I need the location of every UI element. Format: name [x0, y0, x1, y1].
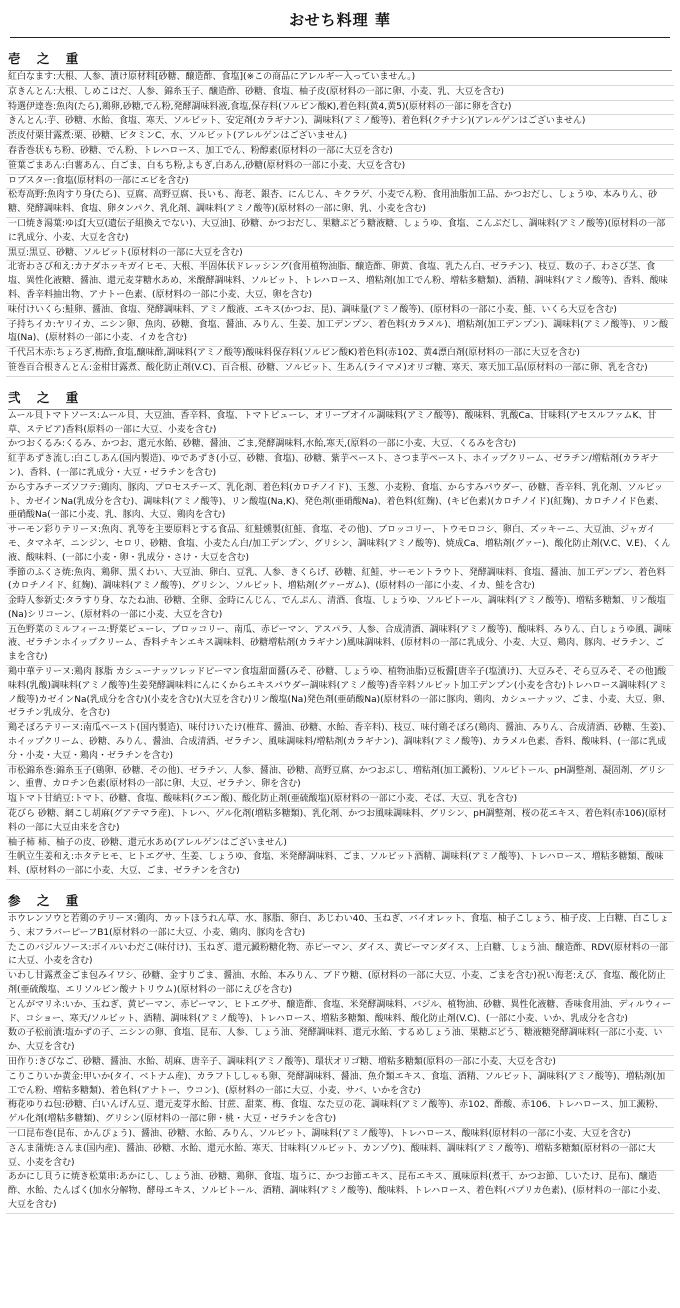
ingredient-item: サーモン彩りテリーヌ:魚肉、乳等を主要原料とする食品、紅鮭燻製(紅鮭、食塩、その他)、ブロッコリー、トウモロコシ、卵白、ズッキーニ、大豆油、ジャガイモ、タマネギ、ニンジン、セロリ、砂糖、食塩、小麦たん白/加工デンプン、グリシン、調味料(アミノ酸等)、焼成Ca、増粘剤(グァー)、酸化防止剤(V.C、V.E)、くん液、酸味料、(一部に小麦・卵・乳成分・さけ・大豆を含む) [6, 524, 674, 566]
ingredient-item: 北寄わさび和え:カナダホッキガイヒモ、大根、半固体状ドレッシング(食用植物油脂、醸造酢、卵黄、食塩、乳たん白、ゼラチン)、枝豆、数の子、わさび茎、食塩、異性化液糖、醤油、還元麦芽糖水あめ、米醗酵調味料、ソルビット、トレハロース、増粘剤(加工でん粉、増粘多糖類)、酒精、調味料(アミノ酸等)、香料、酸味料、香辛料抽出物、アナトー色素、(原材料の一部に小麦、大豆、卵を含む) [6, 261, 674, 303]
ingredient-item: ロブスター:食塩(原材料の一部にエビを含む) [6, 175, 674, 190]
ingredient-item: 梅花ゆりね包:砂糖、白いんげん豆、還元麦芽水飴、甘蔗、甜菜、梅、食塩、なた豆の花、調味料(アミノ酸等)、赤102、酢酸、赤106、トレハロース、加工澱粉、ゲル化剤(増粘多糖類)、グリシン(原材料の一部に卵・桃・大豆・ゼラチンを含む) [6, 1099, 674, 1128]
ingredient-item: こりこりいか黄金:甲いか(タイ、ベトナム産)、カラフトししゃも卵、発酵調味料、醤油、魚介類エキス、食塩、酒精、ソルビット、調味料(アミノ酸等)、増粘剤(加工でん粉、増粘多糖類)、着色料(アナトー、ウコン)、(原材料の一部に大豆、小麦、サバ、いかを含む) [6, 1071, 674, 1100]
ingredient-item: 鶏中華テリーヌ:鶏肉 豚脂 カシューナッツレッドピーマン食塩甜面醤(みそ、砂糖、しょうゆ、植物油脂)豆板醤[唐辛子(塩漬け)、大豆みそ、そら豆みそ、その他]酸味料(乳酸)調味料(アミノ酸等)生姜発酵調味料にんにくからエキスパウダー調味料(アミノ酸等)香辛料ソルビット加工デンプン(小麦を含む)トレハロース調味料(アミノ酸等)カゼインNa(乳成分を含む)(小麦を含む)(大豆を含む)リン酸塩(Na)発色剤(亜硝酸Na)(原材料の一部に豚肉、鶏肉、カシューナッツ、ごま、小麦、大豆、卵、ゼラチン乳成分、を含む) [6, 666, 674, 722]
sections [6, 47, 674, 1214]
ingredient-item: 市松錦糸巻:錦糸玉子(鶏卵、砂糖、その他)、ゼラチン、人参、醤油、砂糖、高野豆腐、かつおぶし、増粘剤(加工澱粉)、ソルビトール、pH調整剤、凝固剤、グリシン、重曹、カロチン色素(原材料の一部に卵、大豆、ゼラチン、卵を含む) [6, 765, 674, 794]
ingredient-item: 黒豆:黒豆、砂糖、ソルビット(原材料の一部に大豆を含む) [6, 247, 674, 262]
ingredient-item: 紅白なます:大根、人参、漬け原材料[砂糖、醸造酢、食塩](※この商品にアレルギー入っていません。) [6, 71, 674, 86]
ingredient-item: 子持ちイカ:ヤリイカ、ニシン卵、魚肉、砂糖、食塩、醤油、みりん、生姜、加工デンプン、着色料(カラメル)、増粘剤(加工デンプン)、調味料(アミノ酸等)、リン酸塩(Na)、(原材料の一部に小麦、イカを含む) [6, 319, 674, 348]
ingredient-item: 鶏そぼろテリーヌ:南瓜ペースト(国内製造)、味付けいたけ(椎茸、醤油、砂糖、水飴、香辛料)、枝豆、味付鶏そぼろ(鶏肉、醤油、みりん、合成清酒、砂糖、生姜)、ホイップクリーム、砂糖、みりん、醤油、合成清酒、ゼラチン、風味調味料/増粘剤(カラギナン)、調味料(アミノ酸等)、カラメル色素、香料、酸味料、(一部に乳成分・小麦・大豆・鶏肉・ゼラチンを含む) [6, 722, 674, 764]
ingredient-item: 塩トマト甘納豆:トマト、砂糖、食塩、酸味料(クエン酸)、酸化防止剤(亜硫酸塩)(原材料の一部に小麦、そば、大豆、乳を含む) [6, 793, 674, 808]
ingredient-item: 数の子松前漬:塩かずの子、ニシンの卵、食塩、昆布、人参、しょう油、発酵調味料、還元水飴、するめしょう油、果糖ぶどう、糖液糖発酵調味料(一部に小麦、いか、大豆を含む) [6, 1027, 674, 1056]
ingredient-item: 京きんとん:大根、しめこはだ、人参、錦糸玉子、醸造酢、砂糖、食塩、柚子皮(原材料の一部に卵、小麦、乳、大豆を含む) [6, 86, 674, 101]
ingredient-item: 松寿高野:魚肉すり身(たら)、豆腐、高野豆腐、長いも、海老、銀杏、にんじん、キクラゲ、小麦でん粉、食用油脂加工品、かつおだし、しょうゆ、本みりん、砂糖、発酵調味料、食塩、卵タンパク、乳化剤、調味料(アミノ酸等)(原材料の一部に卵、乳、小麦を含む) [6, 189, 674, 218]
ingredient-item: ムール貝トマトソース:ムール貝、大豆油、香辛料、食塩、トマトピューレ、オリーブオイル調味料(アミノ酸等)、酸味料、乳酸Ca、甘味料(アセスルファムK、甘草、ステビア)香料(原料の一部に大豆、小麦を含む) [6, 410, 674, 439]
ingredient-item: 一口焼き湯葉:ゆば[大豆(遺伝子組換えでない)、大豆油]、砂糖、かつおだし、果糖ぶどう糖液糖、しょうゆ、食塩、こんぶだし、調味料(アミノ酸等)(原材料の一部に乳成分、小麦、大豆を含む) [6, 218, 674, 247]
ingredient-item: からすみチーズソフテ:鶏肉、豚肉、プロセスチーズ、乳化剤、着色料(カロチノイド)、玉葱、小麦粉、食塩、からすみパウダー、砂糖、香辛料、乳化剤、ソルビット、カゼインNa(乳成分を含む)、調味料(アミノ酸等)、リン酸塩(Na,K)、発色剤(亜硝酸Na)、着色料(紅麹)、(キビ色素)(カロチノイド)(紅麹)、カロチノイド色素、亜硝酸Na(一部に小麦、乳、豚肉、大豆、鶏肉を含む) [6, 482, 674, 524]
tier-section [6, 889, 674, 1214]
ingredient-item: たこのバジルソース:ボイルいわだこ(味付け)、玉ねぎ、還元澱粉糖化物、赤ピーマン、ダイス、黄ピーマンダイス、上白糖、しょう油、醸造酢、RDV(原材料の一部に大豆、小麦を含む) [6, 942, 674, 971]
ingredient-item: 笹巻百合根きんとん:金柑甘露煮、酸化防止剤(V.C)、百合根、砂糖、ソルビット、生あん(ライマメ)オリゴ糖、寒天、寒天加工品(原材料の一部に卵、乳を含む) [6, 362, 674, 377]
ingredient-item: あかにし貝うに焼き松葉串:あかにし、しょう油、砂糖、鶏卵、食塩、塩うに、かつお節エキス、昆布エキス、風味原料(煮干、かつお節、しいたけ、昆布)、醸造酢、水飴、たんぱく(加水分解物、酵母エキス、ソルビトール、酒精、調味料(アミノ酸等)、酸味料、トレハロース、着色料(パプリカ色素)、(原材料の一部に小麦、大豆を含む) [6, 1171, 674, 1213]
ingredient-item: とんがマリネ:いか、玉ねぎ、黄ピーマン、赤ピーマン、ヒトエグサ、醸造酢、食塩、米発酵調味料、バジル、植物油、砂糖、異性化液糖、香味食用油、ディルウィード、コショー、寒天/ソルビット、酒精、調味料(アミノ酸等)、トレハロース、増粘多糖類、酸味料、酸化防止剤(V.C)、(一部に小麦、いか、乳成分を含む) [6, 999, 674, 1028]
ingredient-item: 柚子柿 柿、柚子の皮、砂糖、還元水あめ(アレルゲンはございません) [6, 837, 674, 852]
ingredient-item: 笹葉ごまあん:白薯あん、白ごま、白もち粉,よもぎ,白あん,砂糖(原材料の一部に小麦、大豆を含む) [6, 160, 674, 175]
ingredient-item: 一口昆布巻(昆布、かんぴょう)、醤油、砂糖、水飴、みりん、ソルビット、調味料(アミノ酸等)、トレハロース、酸味料(原材料の一部に小麦、大豆を含む) [6, 1128, 674, 1143]
ingredient-item: 季節のふくさ焼:魚肉、鶏卵、黒くわい、大豆油、卵白、豆乳、人参、きくらげ、砂糖、紅鮭、サーモントラウト、発酵調味料、食塩、醤油、加工デンプン、着色料(カロチノイド、紅麹)、調味料(アミノ酸等)、グリシン、ソルビット、増粘剤(グァーガム)、(原材料の一部に小麦、イカ、鮭を含む) [6, 567, 674, 596]
ingredient-item: 五色野菜のミルフィーユ:野菜ピューレ、ブロッコリー、南瓜、赤ピーマン、アスパラ、人参、合成清酒、調味料(アミノ酸等)、酸味料、みりん、白しょうゆ風、調味液、ゼラチンホイップクリーム、香料チキンエキス調味料、砂糖増粘剤(カラギナン)風味調味料、(原材料の一部に乳成分、小麦、大豆、鶏肉、豚肉、ゼラチン、ごまを含む) [6, 624, 674, 666]
ingredient-item: きんとん:芋、砂糖、水飴、食塩、寒天、ソルビット、安定剤(カラギナン)、調味料(アミノ酸等)、着色料(クチナシ)(アレルゲンはございません) [6, 115, 674, 130]
tier-section [6, 47, 674, 377]
ingredient-item: 味付けいくら:鮭卵、醤油、食塩、発酵調味料、アミノ酸液、エキス(かつお、昆)、調味量(アミノ酸等)、(原材料の一部に小麦、鮭、いくら大豆を含む) [6, 304, 674, 319]
ingredient-item: 紅芋あずき流し:白こしあん(国内製造)、ゆであずき(小豆、砂糖、食塩)、砂糖、紫芋ペースト、さつま芋ペースト、ホイップクリーム、ゼラチン/増粘剤(カラギナン)、香料、(一部に乳成分・大豆・ゼラチンを含む) [6, 453, 674, 482]
ingredient-item: 生帆立生姜和え:ホタテヒモ、ヒトエグサ、生姜、しょうゆ、食塩、米発酵調味料、ごま、ソルビット酒精、調味料(アミノ酸等)、トレハロース、増粘多糖類、酸味料、(原材料の一部に小麦、大豆、ごま、ゼラチンを含む) [6, 851, 674, 880]
ingredient-item: ホウレンソウと若鶏のテリーヌ:鶏肉、カットほうれん草、水、豚脂、卵白、あじわい40、玉ねぎ、バイオレット、食塩、柚子こしょう、柚子皮、上白糖、白こしょう、末フラバーピーフB1(原材料の一部に大豆、小麦、鶏肉、豚肉を含む) [6, 913, 674, 942]
ingredient-item: かつおくるみ:くるみ、かつお、還元水飴、砂糖、醤油、ごま,発酵調味料,水飴,寒天,(原料の一部に小麦、大豆、くるみを含む) [6, 438, 674, 453]
tier-heading: 参 之 重 [8, 889, 672, 913]
ingredient-item: 金時人参新丈:タラすり身、なたね油、砂糖、全卵、金時にんじん、でんぷん、清酒、食塩、しょうゆ、ソルビトール、調味料(アミノ酸等)、増粘多糖類、リン酸塩(Na)シリコーン、(原材料の一部に小麦、大豆を含む) [6, 595, 674, 624]
ingredient-item: 花びら 砂糖、網こし胡麻(グアテマラ産)、トレハ、ゲル化剤(増粘多糖類)、乳化剤、かつお風味調味料、グリシン、pH調整剤、桜の花エキス、着色料(赤106)(原材料の一部に大豆由来を含む) [6, 808, 674, 837]
tier-section [6, 386, 674, 880]
ingredient-item: 田作り:きびなご、砂糖、醤油、水飴、胡麻、唐辛子、調味料(アミノ酸等)、環状オリゴ糖、増粘多糖類(原料の一部に小麦、大豆を含む) [6, 1056, 674, 1071]
ingredient-item: 春香巻状もち粉、砂糖、でん粉、トレハロース、加工でん、粉醇素(原材料の一部に大豆を含む) [6, 145, 674, 160]
tier-heading: 壱 之 重 [8, 47, 672, 71]
ingredient-item: さんま蒲焼:さんま(国内産)、醤油、砂糖、水飴、還元水飴、寒天、甘味料(ソルビット、カンゾウ)、酸味料、調味料(アミノ酸等)、増粘多糖類(原材料の一部に大豆、小麦を含む) [6, 1143, 674, 1172]
tier-heading: 弐 之 重 [8, 386, 672, 410]
ingredient-item: 渋皮付栗甘露煮:栗、砂糖、ビタミンC、水、ソルビット(アレルゲンはございません) [6, 130, 674, 145]
ingredient-item: 千代呂木赤:ちょろぎ,梅酢,食塩,醸味酢,調味料(アミノ酸等)酸味料保存料(ソルビン酸K)着色料(赤102、黄4漂白剤(原材料の一部に大豆を含む) [6, 347, 674, 362]
ingredient-item: 特選伊達巻:魚肉(たら),鶏卵,砂糖,でん粉,発酵調味料液,食塩,保存料(ソルビン酸K),着色料(黄4,黄5)(原材料の一部に卵を含む) [6, 101, 674, 116]
ingredient-item: いわし甘露煮金ごま包みイワシ、砂糖、金すりごま、醤油、水飴、本みりん、ブドウ糖、(原材料の一部に大豆、小麦、ごまを含む)祝い海老:えび、食塩、酸化防止剤(亜硫酸塩、エリソルビン酸ナトリウム)(原材料の一部にえびを含む) [6, 970, 674, 999]
page-title: おせち料理 華 [10, 6, 670, 38]
